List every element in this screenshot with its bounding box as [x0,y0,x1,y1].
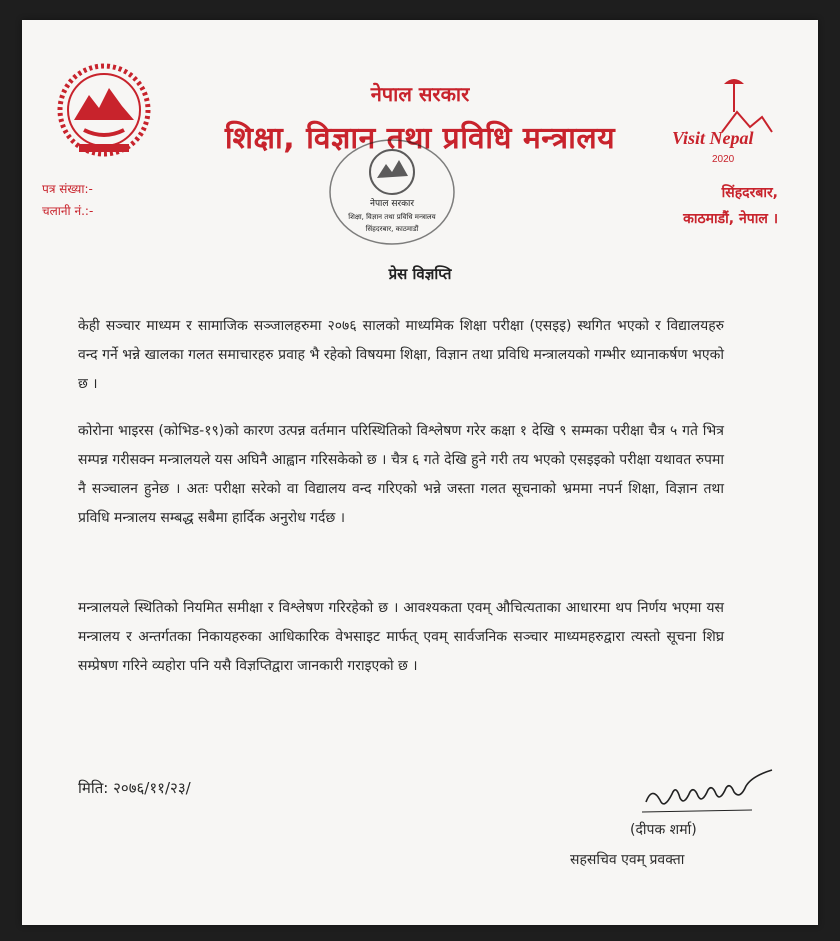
official-stamp [322,132,462,252]
visit-year: 2020 [712,154,735,165]
government-name: नेपाल सरकार [370,82,470,106]
stamp-line-1: नेपाल सरकार [369,199,415,209]
visit-nepal-logo-icon [662,72,782,172]
signature-icon [634,764,784,824]
ministry-name: शिक्षा, विज्ञान तथा प्रविधि मन्त्रालय [224,121,616,156]
visit-nepal-text: Visit Nepal [672,128,754,148]
letter-page [22,20,818,925]
paragraph-1: केही सञ्चार माध्यम र सामाजिक सञ्जालहरुमा २०७६ सालको माध्यमिक शिक्षा परीक्षा (एसइइ) स्थगित भएको र विद्यालयहरु वन्द गर्ने भन्ने खालका गलत समाचारहरु प्रवाह भै रहेको विषयमा शिक्षा, विज्ञान तथा प्रविधि मन्त्रालयको गम्भीर ध्यानाकर्षण भएको छ । [78,318,724,392]
stamp-line-2: शिक्षा, विज्ञान तथा प्रविधि मन्त्रालय [348,213,436,221]
address-line-1: सिंहदरबार, [721,185,778,201]
signatory-name: (दीपक शर्मा) [630,822,697,838]
stamp-line-3: सिंहदरबार, काठमाडौं [365,225,419,233]
paragraph-2: कोरोना भाइरस (कोभिड-१९)को कारण उत्पन्न वर्तमान परिस्थितिको विश्लेषण गरेर कक्षा १ देखि ९ सम्मका परीक्षा चैत्र ५ गते भित्र सम्पन्न गरीसक्न मन्त्रालयले यस अघिनै आह्वान गरिसकेको छ । चैत्र ६ गते देखि हुने गरी तय भएको एसइइको परीक्षा यथावत रुपमा नै सञ्चालन हुनेछ । अतः परीक्षा सरेको वा विद्यालय वन्द गरिएको भन्ने जस्ता गलत सूचनाको भ्रममा नपर्न शिक्षा, विज्ञान तथा प्रविधि मन्त्रालय सम्बद्ध सबैमा हार्दिक अनुरोध गर्दछ । [78,423,724,526]
reference-fields [42,178,93,222]
issue-date: मिति: २०७६/११/२३/ [78,779,191,797]
ministry-address [683,180,778,232]
dispatch-number-label: चलानी नं.:- [42,204,94,218]
paragraph-3: मन्त्रालयले स्थितिको नियमित समीक्षा र विश्लेषण गरिरहेको छ । आवश्यकता एवम् औचित्यताका आधारमा थप निर्णय भएमा यस मन्त्रालय र अन्तर्गतका निकायहरुका आधिकारिक वेभसाइट मार्फत् एवम् सार्वजनिक सञ्चार माध्यमहरुद्वारा त्यस्तो सूचना शिघ्र सम्प्रेषण गरिने व्यहोरा पनि यसै विज्ञप्तिद्वारा जानकारी गराइएको छ । [78,600,724,674]
press-release-title: प्रेस विज्ञप्ति [388,265,452,283]
letter-number-label: पत्र संख्या:- [42,182,93,196]
signatory-title: सहसचिव एवम् प्रवक्ता [570,852,685,868]
address-line-2: काठमाडौं, नेपाल । [683,211,778,227]
